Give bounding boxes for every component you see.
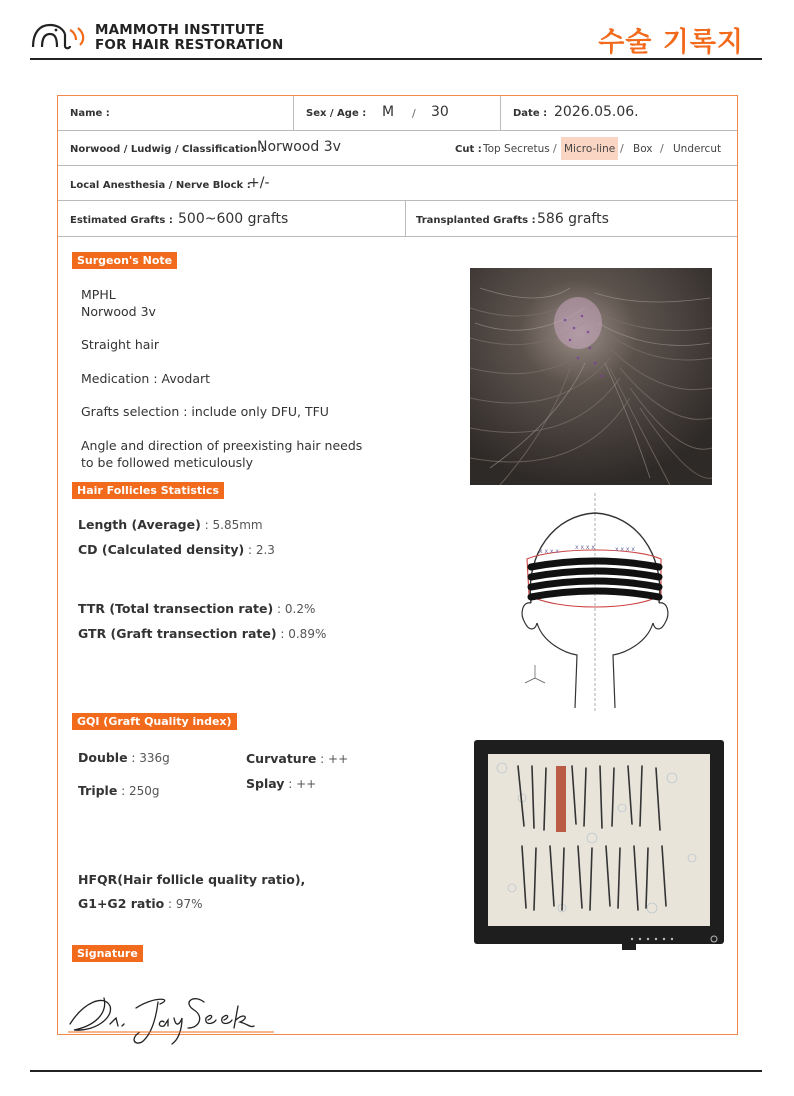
cut-separator: / <box>620 142 624 155</box>
triple-value: : 250g <box>117 784 160 798</box>
curvature-label: Curvature <box>246 751 317 766</box>
cut-label: Cut : <box>455 144 482 155</box>
splay-stat <box>246 776 316 791</box>
length-label: Length (Average) <box>78 517 201 532</box>
elephant-logo-icon <box>30 20 88 50</box>
note-line: to be followed meticulously <box>81 455 254 470</box>
scalp-photo <box>470 268 712 485</box>
transplanted-grafts-field[interactable]: 586 grafts <box>537 211 609 227</box>
cut-option-top-secretus[interactable]: Top Secretus <box>483 143 550 155</box>
estimated-grafts-label: Estimated Grafts : <box>70 215 173 226</box>
row-divider <box>58 130 737 131</box>
anesthesia-field[interactable]: +/- <box>248 175 270 191</box>
name-label: Name : <box>70 108 110 119</box>
anesthesia-label: Local Anesthesia / Nerve Block : <box>70 180 251 191</box>
date-label: Date : <box>513 108 548 119</box>
footer-rule <box>30 1070 762 1072</box>
curvature-stat <box>246 751 348 766</box>
classification-label: Norwood / Ludwig / Classification : <box>70 144 265 155</box>
note-line: MPHL <box>81 287 116 302</box>
note-line: Grafts selection : include only DFU, TFU <box>81 404 329 419</box>
handwritten-signature <box>64 988 278 1048</box>
age-separator: / <box>412 107 416 120</box>
svg-text:x x x x: x x x x <box>575 544 595 551</box>
surgeon-note-heading: Surgeon's Note <box>72 252 177 269</box>
row-divider <box>58 236 737 237</box>
name-field[interactable] <box>115 104 285 122</box>
double-label: Double <box>78 750 128 765</box>
length-stat <box>78 517 263 532</box>
g1g2-stat <box>78 896 203 911</box>
cut-separator: / <box>553 142 557 155</box>
col-divider <box>500 96 501 130</box>
signature-heading: Signature <box>72 945 143 962</box>
svg-text:x x x x: x x x x <box>539 548 559 555</box>
note-line: Straight hair <box>81 337 160 352</box>
ttr-label: TTR (Total transection rate) <box>78 601 274 616</box>
triple-label: Triple <box>78 783 118 798</box>
triple-stat <box>78 783 160 798</box>
cut-option-micro-line[interactable]: Micro-line <box>561 137 618 160</box>
gtr-value: : 0.89% <box>276 627 327 641</box>
row-divider <box>58 200 737 201</box>
curvature-value: : ++ <box>316 752 349 766</box>
institute-name-line1: MAMMOTH INSTITUTE <box>95 22 265 38</box>
ttr-stat <box>78 601 315 616</box>
sex-age-label: Sex / Age : <box>306 108 367 119</box>
gqi-heading: GQI (Graft Quality index) <box>72 713 237 730</box>
double-stat <box>78 750 170 765</box>
hfqr-label-text: HFQR(Hair follicle quality ratio), <box>78 872 306 887</box>
institute-name-line2: FOR HAIR RESTORATION <box>95 37 284 53</box>
g1g2-value: : 97% <box>164 897 203 911</box>
head-diagram <box>515 493 675 713</box>
svg-text:x x x x: x x x x <box>615 546 635 553</box>
page-title: 수술 기록지 <box>598 27 744 58</box>
splay-value: : ++ <box>284 777 317 791</box>
hfqr-label <box>78 872 305 887</box>
note-line: Norwood 3v <box>81 304 156 319</box>
header-rule <box>30 58 762 60</box>
cd-stat <box>78 542 275 557</box>
microscope-monitor-photo <box>472 738 726 950</box>
cd-label: CD (Calculated density) <box>78 542 245 557</box>
cd-value: : 2.3 <box>244 543 275 557</box>
g1g2-label: G1+G2 ratio <box>78 896 165 911</box>
cut-separator: / <box>660 142 664 155</box>
ttr-value: : 0.2% <box>273 602 316 616</box>
double-value: : 336g <box>127 751 170 765</box>
length-value: : 5.85mm <box>200 518 263 532</box>
note-line: Medication : Avodart <box>81 371 211 386</box>
gtr-label: GTR (Graft transection rate) <box>78 626 277 641</box>
gtr-stat <box>78 626 326 641</box>
note-line: Angle and direction of preexisting hair needs <box>81 438 363 453</box>
institute-logo <box>30 20 88 50</box>
transplanted-grafts-label: Transplanted Grafts : <box>416 215 536 226</box>
date-field[interactable]: 2026.05.06. <box>554 104 639 120</box>
col-divider <box>293 96 294 130</box>
follicle-stats-heading: Hair Follicles Statistics <box>72 482 224 499</box>
age-field[interactable]: 30 <box>431 104 449 120</box>
classification-field[interactable]: Norwood 3v <box>257 139 341 155</box>
col-divider <box>405 201 406 236</box>
cut-option-box[interactable]: Box <box>633 143 653 155</box>
estimated-grafts-field[interactable]: 500~600 grafts <box>178 211 289 227</box>
sex-field[interactable]: M <box>382 104 395 120</box>
row-divider <box>58 165 737 166</box>
cut-option-undercut[interactable]: Undercut <box>673 143 722 155</box>
splay-label: Splay <box>246 776 285 791</box>
